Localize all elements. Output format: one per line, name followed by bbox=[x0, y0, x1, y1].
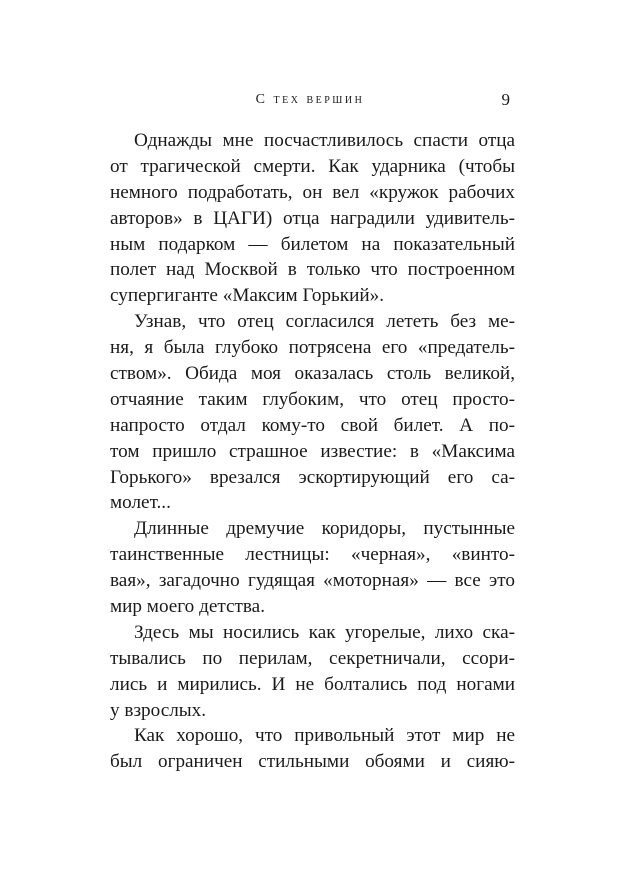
text-line: Длинные дремучие коридоры, пустынные bbox=[134, 518, 515, 540]
text-line: вая», загадочно гудящая «моторная» — все это bbox=[110, 570, 515, 592]
text-line: Здесь мы носились как угорелые, лихо ска- bbox=[134, 621, 515, 643]
text-line: немного подработать, он вел «кружок рабочих bbox=[110, 181, 515, 203]
text-line: отчаяние таким глубоким, что отец просто- bbox=[110, 388, 515, 410]
paragraph-1 bbox=[110, 128, 515, 309]
paragraph-2 bbox=[110, 309, 515, 516]
text-line: тывались по перилам, секретничали, ссори- bbox=[110, 647, 515, 669]
text-line: молет... bbox=[110, 492, 171, 514]
text-line: у взрослых. bbox=[110, 699, 207, 721]
text-line: таинственные лестницы: «черная», «винто- bbox=[110, 544, 515, 566]
text-line: Как хорошо, что привольный этот мир не bbox=[134, 725, 515, 747]
text-line: от трагической смерти. Как ударника (чтобы bbox=[110, 155, 515, 177]
text-line: ня, я была глубоко потрясена его «предатель- bbox=[110, 337, 515, 359]
text-line: Горького» врезался эскортирующий его са- bbox=[110, 466, 515, 488]
text-line: был ограничен стильными обоями и сияю- bbox=[110, 751, 515, 773]
text-line: Узнав, что отец согласился лететь без ме- bbox=[134, 311, 515, 333]
text-line: напросто отдал кому-то свой билет. А по- bbox=[110, 414, 515, 436]
body-text bbox=[110, 128, 515, 775]
running-head bbox=[0, 92, 620, 114]
text-line: лись и мирились. И не болтались под ногами bbox=[110, 673, 515, 695]
paragraph-4 bbox=[110, 620, 515, 724]
page-number: 9 bbox=[501, 90, 510, 109]
text-line: том пришло страшное известие: в «Максима bbox=[110, 440, 515, 462]
text-line: ством». Обида моя оказалась столь великой, bbox=[110, 363, 515, 385]
text-line: авторов» в ЦАГИ) отца наградили удивитель- bbox=[110, 207, 515, 229]
text-line: полет над Москвой в только что построенном bbox=[110, 259, 515, 281]
text-line: ным подарком — билетом на показательный bbox=[110, 233, 515, 255]
text-line: Однажды мне посчастливилось спасти отца bbox=[134, 130, 515, 151]
text-line: супергиганте «Максим Горький». bbox=[110, 285, 385, 307]
running-title: С тех вершин bbox=[255, 92, 365, 107]
paragraph-3 bbox=[110, 516, 515, 620]
paragraph-5 bbox=[110, 723, 515, 775]
text-line: мир моего детства. bbox=[110, 596, 265, 618]
